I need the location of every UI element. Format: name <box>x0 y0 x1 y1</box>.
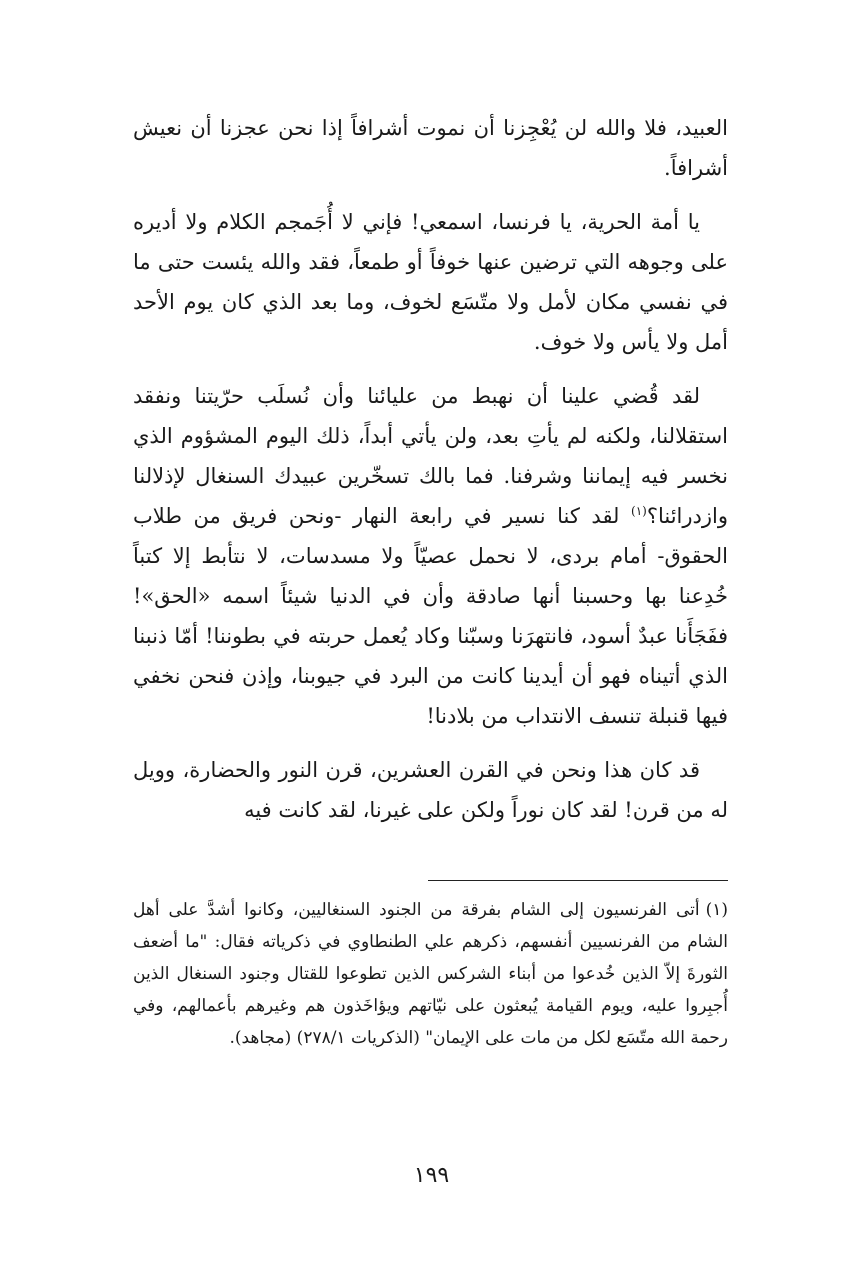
footnote-number: (١) <box>705 900 728 920</box>
footnote-text: أتى الفرنسيون إلى الشام بفرقة من الجنود السنغاليين، وكانوا أشدَّ على أهل الشام من الفرنسيين أنفسهم، ذكرهم علي الطنطاوي في ذكرياته فقال: "ما أضعف الثورةَ إلاّ الذين خُدعوا من أبناء الشركس الذين تطوعوا للقتال وجنود السنغال الذين أُجبِروا عليه، ويوم القيامة يُبعثون على نيّاتهم ويؤاخَذون هم وغيرهم بأعمالهم، وفي رحمة الله متّسَع لكل من مات على الإيمان" (الذكريات ٢٧٨/١) (مجاهد). <box>133 900 728 1048</box>
paragraph-2: يا أمة الحرية، يا فرنسا، اسمعي! فإني لا أُجَمجم الكلام ولا أديره على وجوهه التي ترضين عنها خوفاً أو طمعاً، فقد والله يئست حتى ما في نفسي مكان لأمل ولا متّسَع لخوف، وما بعد الذي كان يوم الأحد أمل ولا يأس ولا خوف. <box>133 210 728 354</box>
footnote-reference: (١) <box>631 504 647 518</box>
footnote-divider <box>428 880 728 881</box>
paragraph-4: قد كان هذا ونحن في القرن العشرين، قرن النور والحضارة، وويل له من قرن! لقد كان نوراً ولكن على غيرنا، لقد كانت فيه <box>133 758 728 822</box>
main-text <box>133 108 728 844</box>
paragraph-1: العبيد، فلا والله لن يُعْجِزنا أن نموت أشرافاً إذا نحن عجزنا أن نعيش أشرافاً. <box>133 116 728 180</box>
footnote <box>133 894 728 1054</box>
paragraph-3-part-1: لقد قُضي علينا أن نهبط من عليائنا وأن نُسلَب حرّيتنا ونفقد استقلالنا، ولكنه لم يأتِ بعد، ولن يأتي أبداً، ذلك اليوم المشؤوم الذي نخسر فيه إيماننا وشرفنا. فما بالك تسخّرين عبيدك السنغال لإذلالنا وازدرائنا؟ <box>133 384 728 528</box>
paragraph-3-part-2: لقد كنا نسير في رابعة النهار -ونحن فريق من طلاب الحقوق- أمام بردى، لا نحمل عصيّاً ولا مسدسات، لا نتأبط إلا كتباً خُدِعنا بها وحسبنا أنها صادقة وأن في الدنيا شيئاً اسمه «الحق»! ففَجَأَنا عبدٌ أسود، فانتهرَنا وسبّنا وكاد يُعمل حربته في بطوننا! أمّا ذنبنا الذي أتيناه فهو أن أيدينا كانت من البرد في جيوبنا، وإذن فنحن نخفي فيها قنبلة تنسف الانتداب من بلادنا! <box>133 504 728 728</box>
page-number: ١٩٩ <box>413 1163 450 1188</box>
paragraph-3 <box>133 376 728 736</box>
